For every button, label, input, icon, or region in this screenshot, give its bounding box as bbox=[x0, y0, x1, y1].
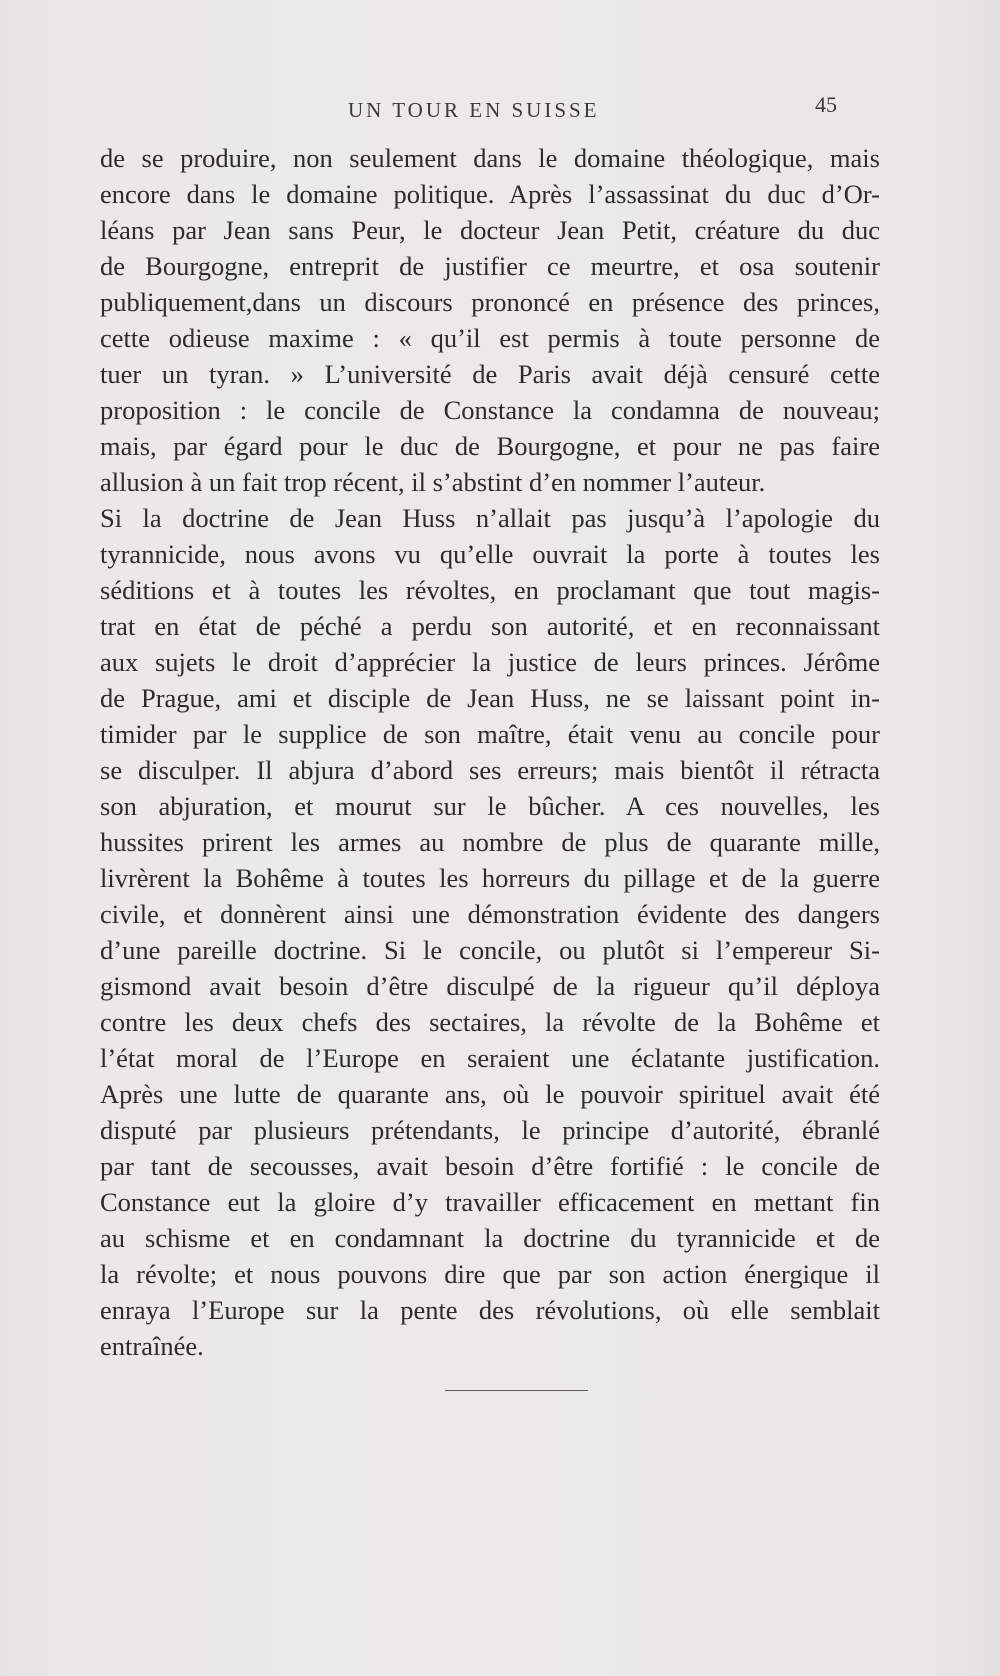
text-line: cette odieuse maxime : « qu’il est permis à toute personne de bbox=[100, 323, 880, 353]
text-line: mais, par égard pour le duc de Bourgogne, et pour ne pas faire bbox=[100, 431, 880, 461]
text-line: timider par le supplice de son maître, était venu au concile pour bbox=[100, 719, 880, 749]
text-line: de se produire, non seulement dans le domaine théologique, mais bbox=[100, 143, 880, 173]
text-line: la révolte; et nous pouvons dire que par son action énergique il bbox=[100, 1259, 880, 1289]
text-line: aux sujets le droit d’apprécier la justice de leurs princes. Jérôme bbox=[100, 647, 880, 677]
text-line: gismond avait besoin d’être disculpé de la rigueur qu’il déploya bbox=[100, 971, 880, 1001]
text-line: Constance eut la gloire d’y travailler efficacement en mettant fin bbox=[100, 1187, 880, 1217]
text-line: au schisme et en condamnant la doctrine du tyrannicide et de bbox=[100, 1223, 880, 1253]
text-line: publiquement,dans un discours prononcé en présence des princes, bbox=[100, 287, 880, 317]
text-line: léans par Jean sans Peur, le docteur Jean Petit, créature du duc bbox=[100, 215, 880, 245]
text-line: entraînée. bbox=[100, 1331, 204, 1361]
text-line: encore dans le domaine politique. Après l’assassinat du duc d’Or- bbox=[100, 179, 880, 209]
text-line: proposition : le concile de Constance la condamna de nouveau; bbox=[100, 395, 880, 425]
text-line: tyrannicide, nous avons vu qu’elle ouvrait la porte à toutes les bbox=[100, 539, 880, 569]
text-line: de Bourgogne, entreprit de justifier ce meurtre, et osa soutenir bbox=[100, 251, 880, 281]
text-line: son abjuration, et mourut sur le bûcher. A ces nouvelles, les bbox=[100, 791, 880, 821]
text-line: de Prague, ami et disciple de Jean Huss, ne se laissant point in- bbox=[100, 683, 880, 713]
text-line: contre les deux chefs des sectaires, la révolte de la Bohême et bbox=[100, 1007, 880, 1037]
text-line: civile, et donnèrent ainsi une démonstration évidente des dangers bbox=[100, 899, 880, 929]
text-line: l’état moral de l’Europe en seraient une éclatante justification. bbox=[100, 1043, 880, 1073]
text-line: trat en état de péché a perdu son autorité, et en reconnaissant bbox=[100, 611, 880, 641]
running-title: UN TOUR EN SUISSE bbox=[348, 98, 600, 122]
text-line: allusion à un fait trop récent, il s’abstint d’en nommer l’auteur. bbox=[100, 467, 766, 497]
text-line: Si la doctrine de Jean Huss n’allait pas jusqu’à l’apologie du bbox=[100, 503, 880, 533]
body-text bbox=[100, 140, 880, 1364]
text-line: d’une pareille doctrine. Si le concile, ou plutôt si l’empereur Si- bbox=[100, 935, 880, 965]
page-number: 45 bbox=[815, 92, 837, 117]
text-line: enraya l’Europe sur la pente des révolutions, où elle semblait bbox=[100, 1295, 880, 1325]
text-line: séditions et à toutes les révoltes, en proclamant que tout magis- bbox=[100, 575, 880, 605]
section-end-rule bbox=[445, 1390, 588, 1391]
text-line: hussites prirent les armes au nombre de plus de quarante mille, bbox=[100, 827, 880, 857]
text-line: se disculper. Il abjura d’abord ses erreurs; mais bientôt il rétracta bbox=[100, 755, 880, 785]
text-line: par tant de secousses, avait besoin d’être fortifié : le concile de bbox=[100, 1151, 880, 1181]
text-line: livrèrent la Bohême à toutes les horreurs du pillage et de la guerre bbox=[100, 863, 880, 893]
text-line: tuer un tyran. » L’université de Paris avait déjà censuré cette bbox=[100, 359, 880, 389]
text-line: disputé par plusieurs prétendants, le principe d’autorité, ébranlé bbox=[100, 1115, 880, 1145]
text-line: Après une lutte de quarante ans, où le pouvoir spirituel avait été bbox=[100, 1079, 880, 1109]
